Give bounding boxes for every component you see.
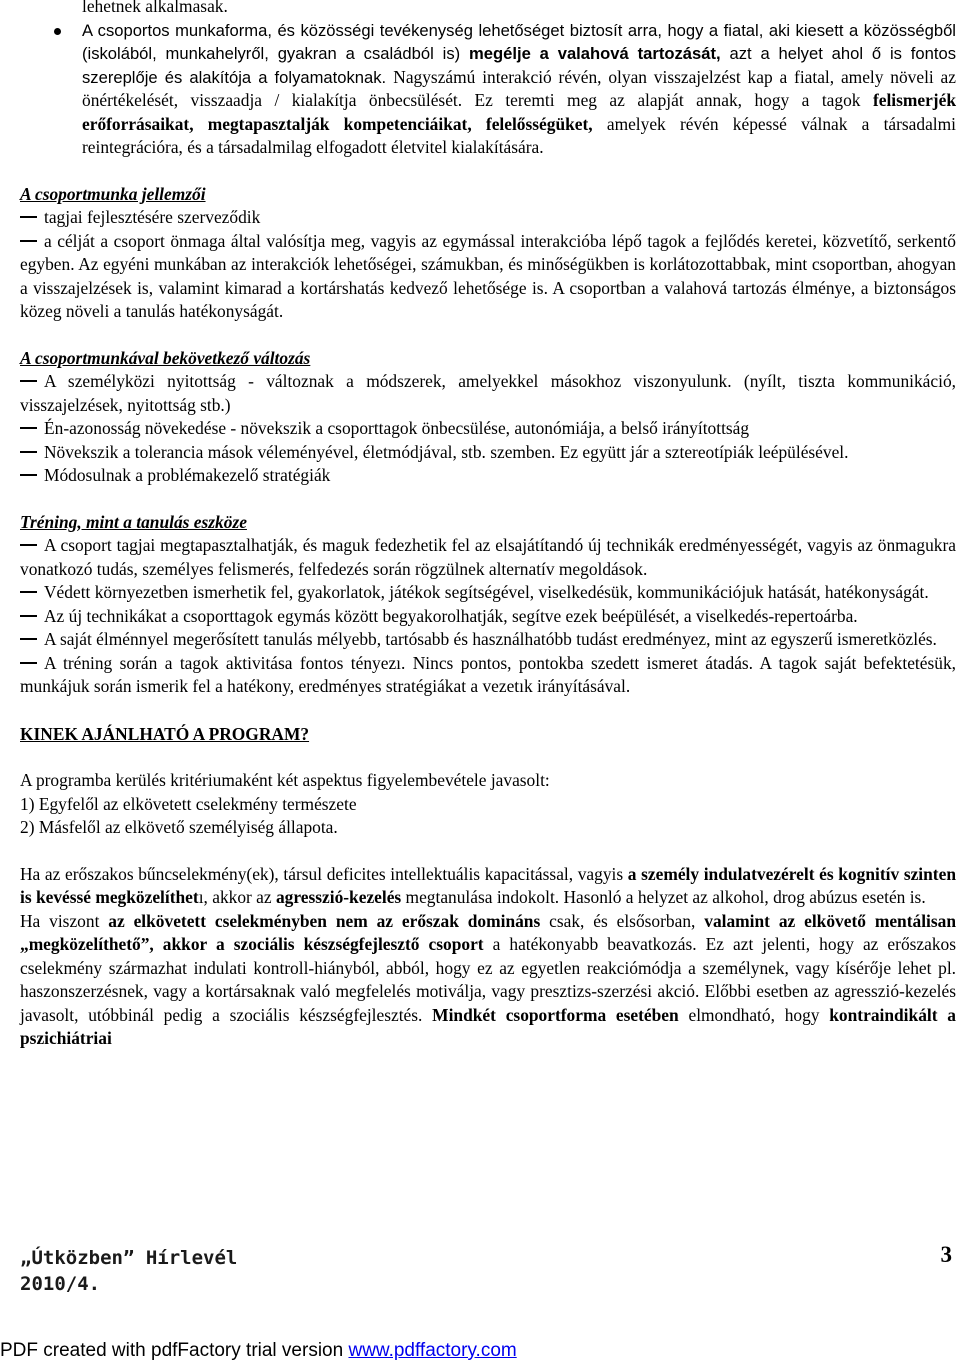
- p1-text-a: Ha az erőszakos bűncselekmény(ek), társul deficites intellektuális kapacitással, vagyis: [20, 863, 628, 884]
- pdf-banner: [0, 1339, 517, 1363]
- bullet-text-3: Nagyszámú interakció révén, olyan visszajelzést kap a fiatal, amely növeli az önértékelését, visszaadja / kialakítja önbecsülését. Ez teremti meg az alapját annak, hogy a tagok: [82, 66, 956, 110]
- dash-item: [20, 417, 956, 441]
- bullet-text-2: azt a helyet ahol ő is fontos szereplője és alakítója a folyamatoknak.: [82, 44, 956, 87]
- dash-item-text: Növekszik a tolerancia mások véleményével, életmódjával, stb. szemben. Ez együtt jár a sztereotípiák leépülésével.: [44, 441, 849, 462]
- dash-item: [20, 441, 956, 465]
- bullet-text-1: A csoportos munkaforma, és közösségi tevékenység lehetőséget biztosít arra, hogy a fiatal, aki kiesett a közösségből (iskolából, munkahelyről, gyakran a családból is): [82, 20, 956, 63]
- dash-icon: [20, 451, 37, 453]
- dash-item: [20, 628, 956, 652]
- dash-item: [20, 605, 956, 629]
- p2-text-e: a hatékonyabb beavatkozás. Ez azt jelenti, hogy az erőszakos cselekmény származhat indulati kontroll-hiányból, abból, hogy ez az egyetlen reakciómódja a személynek, vagy kísérője lehet pl. haszonszerzésnek, vagy a kortársaknak való megfelelés motiválja, vagy presztizs-szerzési akció. Előbbi esetben az agresszió-kezelés javasolt, utóbbinál pedig a szociális készségfejlesztés.: [20, 934, 957, 1025]
- dash-icon: [20, 544, 37, 546]
- dash-item-text: Védett környezetben ismerhetik fel, gyakorlatok, játékok segítségével, viselkedésük, kommunikációjuk hatását, hatékonyságát.: [44, 582, 929, 602]
- dash-item: [20, 206, 956, 230]
- dash-item-text: A személyközi nyitottság - változnak a módszerek, amelyekkel másokhoz viszonyulunk. (nyílt, tiszta kommunikáció, visszajelzések, nyitottság stb.): [20, 371, 956, 415]
- dash-icon: [20, 615, 37, 617]
- dash-item-text: a célját a csoport önmaga által valósítja meg, vagyis az egymással interakcióba lépő tagok a fejlődés keretei, közvetítő, serkentő egyben. Az egyéni munkában az interakciók lehetőségei, számukban, és minőségükben is korlátozottabbak, mint csoportban, ahogyan a visszajelzések is, valamint kimarad a kortárshatás kedvező lehetősége is. A csoportban a valahová tartozás élménye, a biztonságos közeg növeli a tanulás hatékonyságát.: [20, 230, 956, 321]
- dash-item: [20, 370, 956, 417]
- p2-text-c: csak, és elsősorban,: [540, 910, 705, 931]
- dash-item: [20, 230, 956, 324]
- dash-icon: [20, 662, 37, 664]
- dash-icon: [20, 427, 37, 429]
- footer-newsletter: [20, 1245, 237, 1297]
- p1-bold-b: a személy indulatvezérelt és kognitív szinten is kevéssé megközelíthet: [20, 863, 956, 907]
- dash-icon: [20, 591, 37, 593]
- dash-item: [20, 652, 956, 699]
- section-heading-jellemzoi: A csoportmunka jellemzői: [20, 183, 206, 204]
- dash-item: [20, 464, 956, 488]
- p2-bold-d: valamint az elkövető mentálisan „megközelíthető”, akkor a szociális készségfejlesztő csoport: [20, 910, 956, 954]
- p2-bold-h: kontraindikált a pszichiátriai: [20, 1004, 956, 1048]
- dash-item-text: A csoport tagjai megtapasztalhatják, és maguk fedezhetik fel az elsajátítandó új technikák eredményességét, vagyis az önmagukra vonatkozó tudás, személyes felismerés, felfedezés során rögzülnek alternatív megoldások.: [20, 535, 956, 579]
- section-heading-kinek: KINEK AJÁNLHATÓ A PROGRAM?: [20, 723, 310, 744]
- paragraph-agresszio: [20, 863, 956, 910]
- footer-issue: 2010/4.: [20, 1273, 101, 1295]
- top-line: lehetnek alkalmasak.: [82, 0, 228, 16]
- p1-bold-d: agresszió-kezelés: [275, 887, 402, 907]
- bullet-text-4: amelyek révén képessé válnak a társadalmi reintegrációra, és a társadalmilag elfogadott életvitel kialakítására.: [82, 113, 956, 157]
- dash-item-text: Módosulnak a problémakezelő stratégiák: [44, 465, 331, 485]
- dash-item: [20, 581, 956, 605]
- bullet-paragraph: [82, 19, 956, 160]
- footer-title: „Útközben” Hírlevél: [20, 1247, 238, 1269]
- dash-item-text: Az új technikákat a csoporttagok egymás között begyakorolhatják, segítve ezek beépülését, a viselkedés-repertoárba.: [44, 605, 858, 626]
- dash-item-text: tagjai fejlesztésére szerveződik: [44, 207, 261, 227]
- p2-text-a: Ha viszont: [20, 910, 109, 931]
- page-number: 3: [940, 1242, 952, 1267]
- document-page: [20, 0, 956, 1051]
- p1-text-c: ı, akkor az: [198, 887, 276, 907]
- section-heading-valtozas: A csoportmunkával bekövetkező változás: [20, 347, 311, 368]
- bullet-bold-1: megélje a valahová tartozását,: [469, 44, 721, 63]
- bullet-bold-2: felismerjék erőforrásaikat, megtapasztalják kompetenciáikat, felelősségüket,: [82, 90, 956, 134]
- dash-item-text: A tréning során a tagok aktivitása fontos tényezı. Nincs pontos, pontokba szedett ismeret átadás. A tagok saját befektetésük, munkájuk során ismerik fel a hatékony, eredményes stratégiákat a vezetık irányításával.: [20, 652, 956, 696]
- dash-item: [20, 534, 956, 581]
- dash-icon: [20, 474, 37, 476]
- p2-bold-f: Mindkét csoportforma esetében: [432, 1004, 679, 1025]
- criteria-point-1: 1) Egyfelől az elkövetett cselekmény természete: [20, 793, 357, 814]
- dash-icon: [20, 216, 37, 218]
- dash-item-text: A saját élménnyel megerősített tanulás mélyebb, tartósabb és használhatóbb tudást eredményez, mint az egyszerű ismeretközlés.: [44, 629, 937, 649]
- section-heading-trening: Tréning, mint a tanulás eszköze: [20, 511, 247, 532]
- dash-icon: [20, 240, 37, 242]
- p2-bold-b: az elkövetett cselekményben nem az erőszak domináns: [108, 910, 541, 931]
- dash-icon: [20, 638, 37, 640]
- criteria-intro: A programba kerülés kritériumaként két aspektus figyelembevétele javasolt:: [20, 770, 550, 790]
- bullet-item: [20, 19, 956, 160]
- criteria-point-2: 2) Másfelől az elkövető személyiség állapota.: [20, 817, 338, 837]
- pdf-banner-text: PDF created with pdfFactory trial version: [0, 1340, 349, 1361]
- paragraph-szocialis: [20, 910, 956, 1051]
- p2-text-g: elmondható, hogy: [678, 1004, 830, 1025]
- dash-item-text: Én-azonosság növekedése - növekszik a csoporttagok önbecsülése, autonómiája, a belső irányítottság: [44, 418, 750, 438]
- pdffactory-link[interactable]: www.pdffactory.com: [348, 1340, 517, 1361]
- bullet-dot-icon: [54, 28, 61, 35]
- dash-icon: [20, 380, 37, 382]
- p1-text-e: megtanulása indokolt. Hasonló a helyzet az alkohol, drog abúzus esetén is.: [401, 887, 926, 907]
